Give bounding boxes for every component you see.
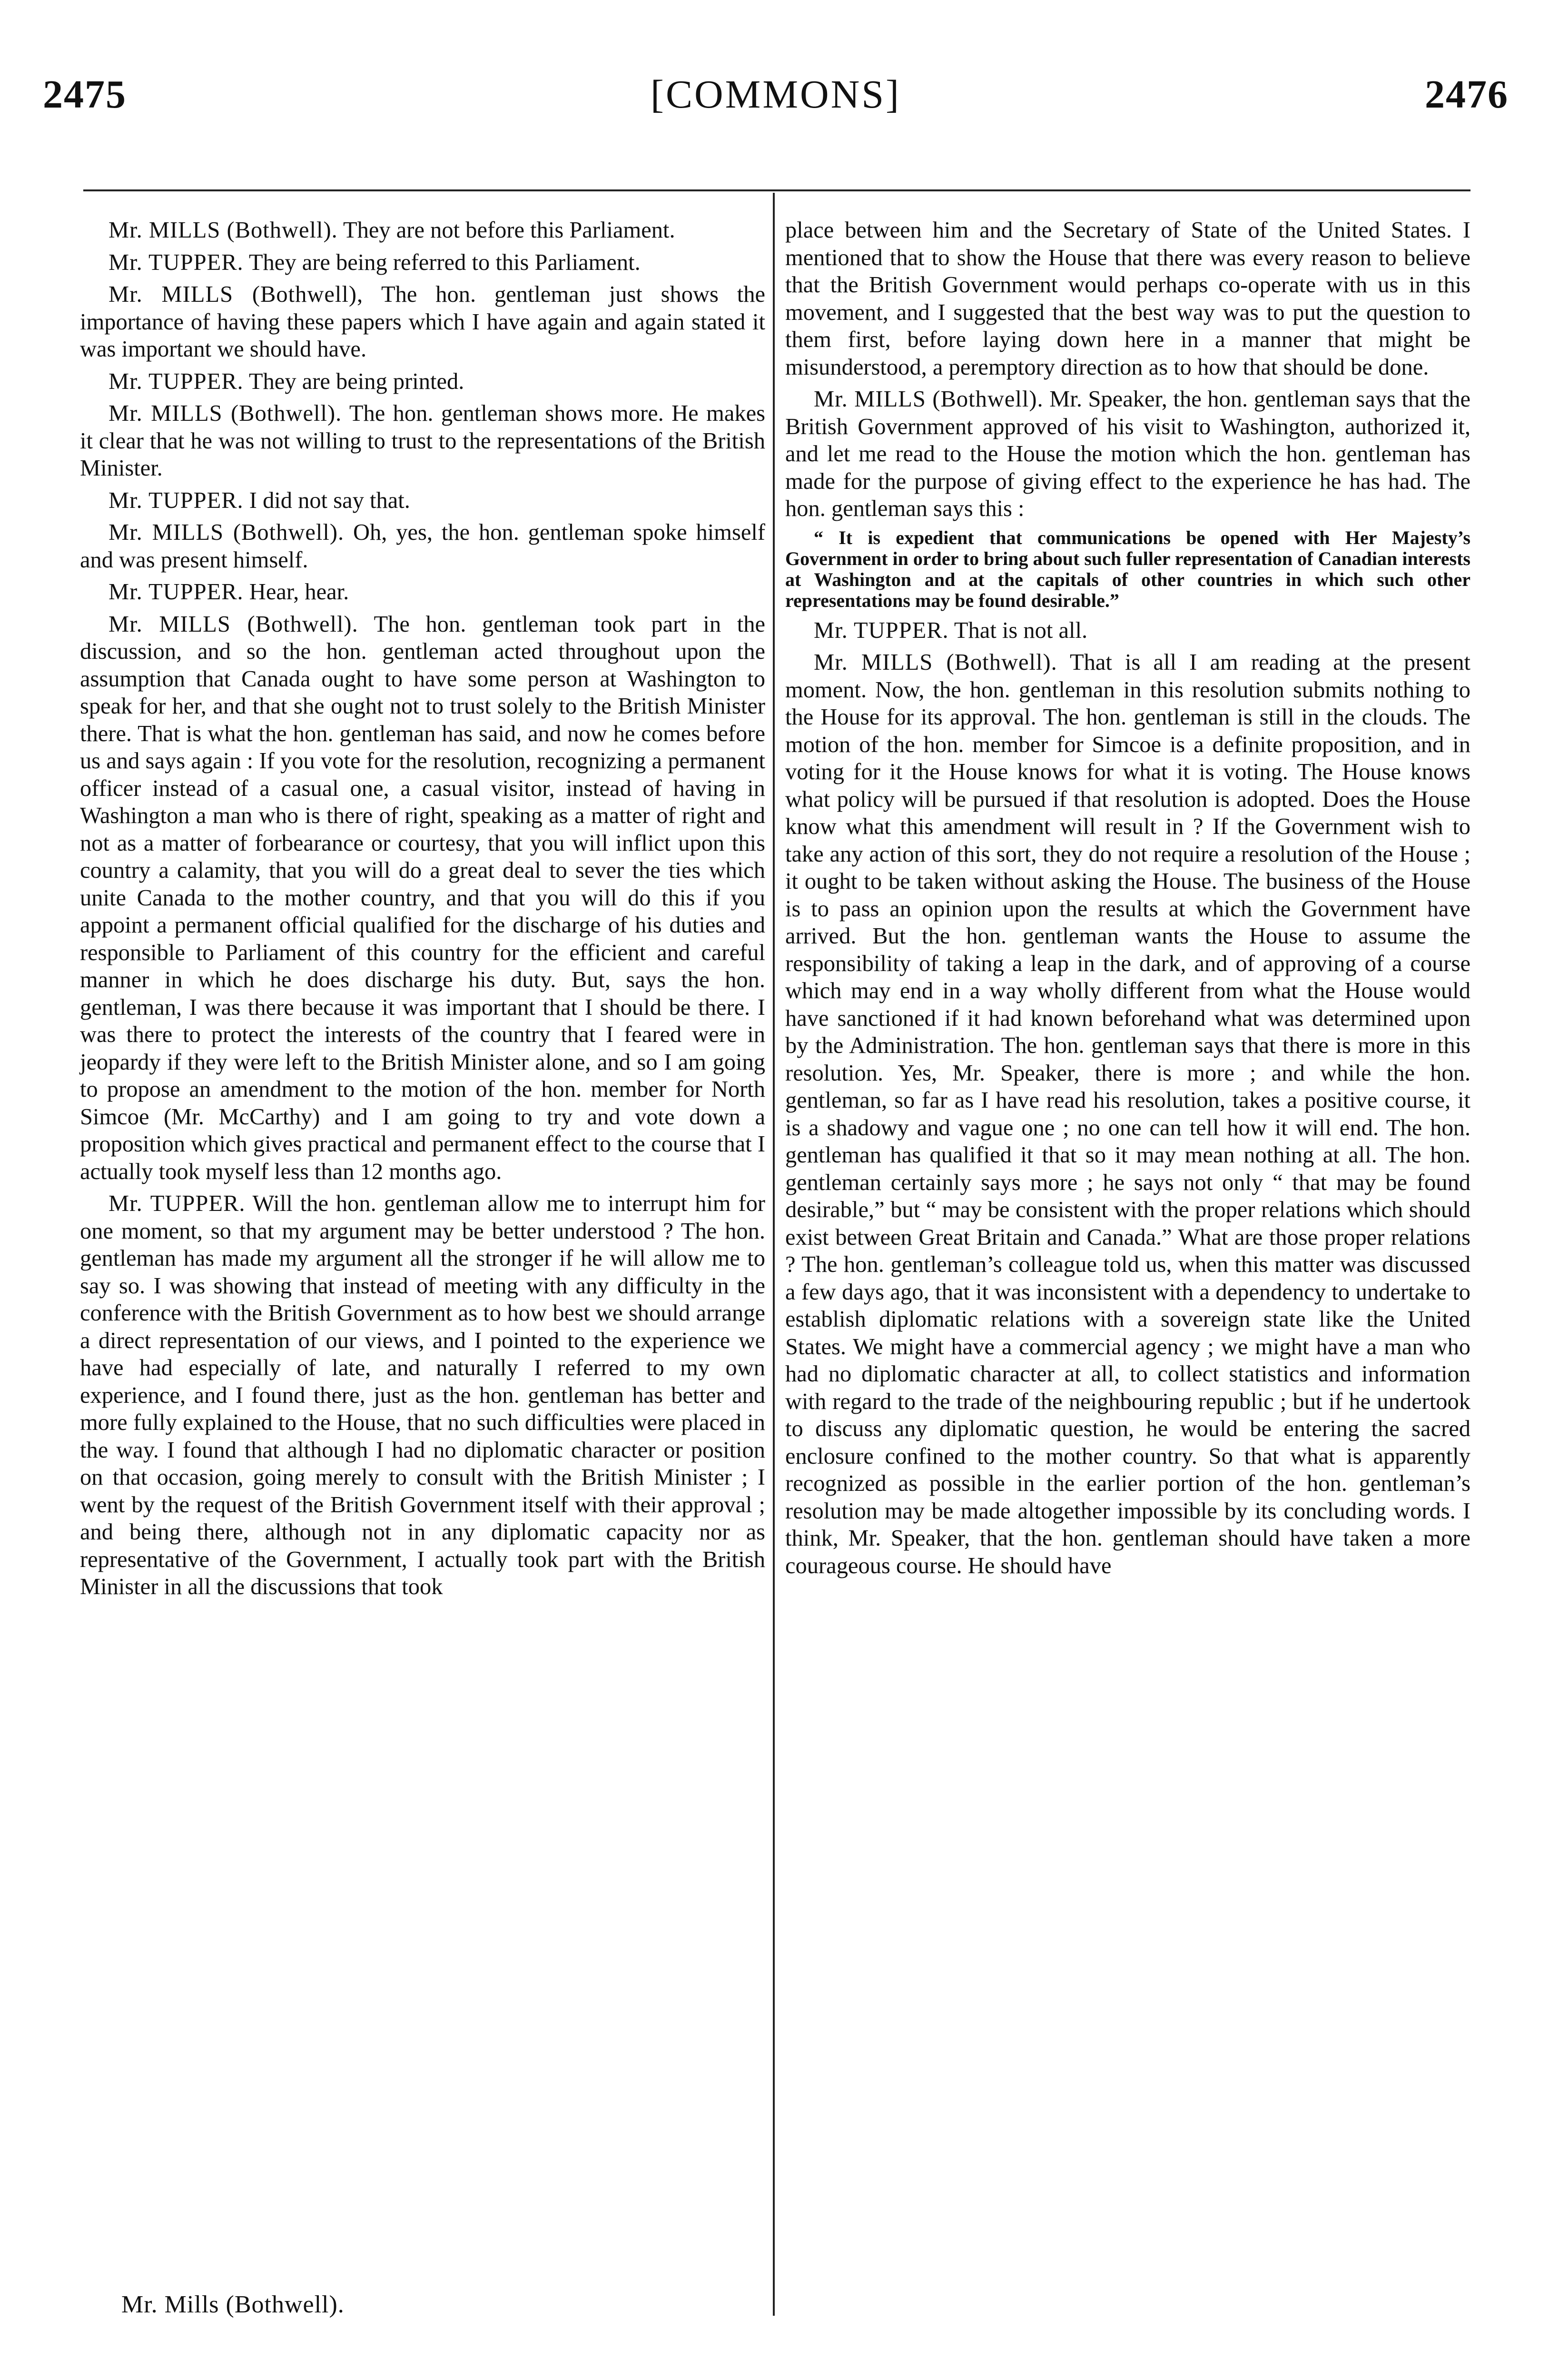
right-column-number: 2476 — [1425, 72, 1509, 117]
speaker-name: Mr. MILLS (Bothwell). — [109, 611, 358, 637]
left-column-number: 2475 — [43, 72, 127, 117]
speech-text: The hon. gentleman shows more. He makes it clear that he was not willing to trust to the representations of the British Minister. — [80, 401, 765, 481]
speaker-name: Mr. TUPPER. — [109, 579, 244, 605]
page-header — [43, 71, 1509, 129]
speech-text: They are being referred to this Parliament. — [248, 249, 641, 275]
speech-text: Hear, hear. — [249, 579, 349, 605]
paragraph — [80, 400, 765, 482]
paragraph — [785, 386, 1470, 523]
speech-text: That is not all. — [954, 617, 1088, 643]
speech-text: They are being printed. — [248, 368, 464, 394]
speaker-name: Mr. TUPPER. — [109, 368, 244, 394]
paragraph-continuation: place between him and the Secretary of State of the United States. I mentioned that to show the House that there was every reason to believe that the British Government would perhaps co-operate with us in this movement, and I suggested that the best way was to put the question to them first, before laying down here in a manner that might be misunderstood, a peremptory direction as to how that should be done. — [785, 218, 1470, 380]
paragraph — [80, 217, 765, 244]
speaker-name: Mr. MILLS (Bothwell). — [109, 401, 342, 426]
paragraph — [80, 1190, 765, 1601]
house-title: [COMMONS] — [650, 72, 901, 117]
speaker-name: Mr. TUPPER. — [109, 249, 244, 275]
speaker-name: Mr. TUPPER. — [109, 1191, 246, 1216]
paragraph — [80, 487, 765, 515]
speech-text: The hon. gentleman just shows the importance of having these papers which I have again and again stated it was important we should have. — [80, 282, 765, 362]
paragraph — [80, 519, 765, 574]
paragraph — [80, 368, 765, 396]
speaker-name: Mr. TUPPER. — [814, 617, 949, 643]
paragraph — [785, 617, 1470, 645]
column-divider — [773, 193, 775, 2316]
speaker-name: Mr. MILLS (Bothwell). — [814, 387, 1044, 412]
paragraph — [80, 611, 765, 1186]
paragraph — [80, 249, 765, 277]
speech-text: The hon. gentleman took part in the discussion, and so the hon. gentleman acted throughout upon the assumption that Canada ought to have some person at Washington to speak for her, and that she ought not to trust solely to the British Minister there. That is what the hon. gentleman has said, and now he comes before us and says again : If you vote for the resolution, recognizing a permanent officer instead of a casual one, a casual visitor, instead of having in Washington a man who is there of right, speaking as a matter of right and not as a matter of forbearance or courtesy, that you will inflict upon this country a calamity, that you will do a great deal to sever the ties which unite Canada to the mother country, and that you will do this if you appoint a permanent official qualified for the discharge of his duties and responsible to Parliament of this country for the efficient and careful manner in which he does discharge his duty. But, says the hon. gentleman, I was there because it was important that I should be there. I was there to protect the interests of the country that I feared were in jeopardy if they were left to the British Minister alone, and so I am going to propose an amendment to the motion of the hon. member for North Simcoe (Mr. McCarthy) and I am going to try and vote down a proposition which gives practical and permanent effect to the course that I actually took myself less than 12 months ago. — [80, 611, 766, 1184]
speaker-name: Mr. MILLS (Bothwell). — [109, 520, 345, 545]
speech-text: Mr. Speaker, the hon. gentleman says that the British Government approved of his visit to Washington, authorized it, and let me read to the House the motion which the hon. gentleman has made for the purpose of giving effect to the experience he has had. The hon. gentleman says this : — [785, 387, 1470, 521]
speech-text: That is all I am reading at the present moment. Now, the hon. gentleman in this resolution submits nothing to the House for its approval. The hon. gentleman is still in the clouds. The motion of the hon. member for Simcoe is a definite proposition, and in voting for it the House knows for what it is voting. The House knows what policy will be pursued if that resolution is adopted. Does the House know what this amendment will result in ? If the Government wish to take any action of this sort, they do not require a resolution of the House ; it ought to be taken without asking the House. The business of the House is to pass an opinion upon the results at which the Government have arrived. But the hon. gentleman wants the House to assume the responsibility of taking a leap in the dark, and of approving of a course which may end in a way wholly different from what the House would have sanctioned if it had known beforehand what was determined upon by the Administration. The hon. gentleman says that there is more in this resolution. Yes, Mr. Speaker, there is more ; and while the hon. gentleman, so far as I have read his resolution, takes a positive course, it is a shadowy and vague one ; no one can tell how it will end. The hon. gentleman has qualified it that so it may mean nothing at all. The hon. gentleman certainly says more ; he says not only “ that may be found desirable,” but “ may be consistent with the proper relations which should exist between Great Britain and Canada.” What are those proper relations ? The hon. gentleman’s colleague told us, when this matter was discussed a few days ago, that it was inconsistent with a dependency to undertake to establish diplomatic relations with a sovereign state like the United States. We might have a commercial agency ; we might have a man who had no diplomatic character at all, to collect statistics and information with regard to the trade of the neighbouring republic ; but if he undertook to discuss any diplomatic question, he would be entering the sacred enclosure confined to the mother country. So that what is apparently recognized as possible in the earlier portion of the hon. gentleman’s resolution may be made altogether impossible by its concluding words. I think, Mr. Speaker, that the hon. gentleman should have taken a more courageous course. He should have — [785, 650, 1470, 1578]
left-column — [80, 217, 765, 1606]
running-footer: Mr. Mills (Bothwell). — [121, 2291, 345, 2318]
paragraph — [80, 578, 765, 606]
right-column — [785, 217, 1470, 1584]
speech-text: Oh, yes, the hon. gentleman spoke himself and was present himself. — [80, 520, 766, 573]
speech-text: I did not say that. — [249, 487, 410, 513]
speaker-name: Mr. MILLS (Bothwell). — [109, 218, 338, 243]
speaker-name: Mr. TUPPER. — [109, 487, 244, 513]
speaker-name: Mr. MILLS (Bothwell), — [109, 282, 364, 307]
paragraph — [785, 649, 1470, 1579]
speech-text: They are not before this Parliament. — [343, 218, 675, 243]
header-rule — [83, 189, 1470, 191]
speaker-name: Mr. MILLS (Bothwell). — [814, 650, 1057, 675]
paragraph — [80, 281, 765, 363]
quoted-motion: “ It is expedient that communications be opened with Her Majesty’s Government in order to bring about such fuller representation of Canadian interests at Washington and at the capitals of other countries in which such other representations may be found desirable.” — [785, 526, 1470, 611]
speech-text: Will the hon. gentleman allow me to interrupt him for one moment, so that my argument may be better understood ? The hon. gentleman has made my argument all the stronger if he will allow me to say so. I was showing that instead of meeting with any difficulty in the conference with the British Government as to how best we should arrange a direct representation of our views, and I pointed to the experience we have had especially of late, and naturally I referred to my own experience, and I found there, just as the hon. gentleman has better and more fully explained to the House, that no such difficulties were placed in the way. I found that although I had no diplomatic character or position on that occasion, going merely to consult with the British Minister ; I went by the request of the British Government itself with their approval ; and being there, although not in any diplomatic capacity nor as representative of the Government, I actually took part with the British Minister in all the discussions that took — [80, 1191, 766, 1599]
